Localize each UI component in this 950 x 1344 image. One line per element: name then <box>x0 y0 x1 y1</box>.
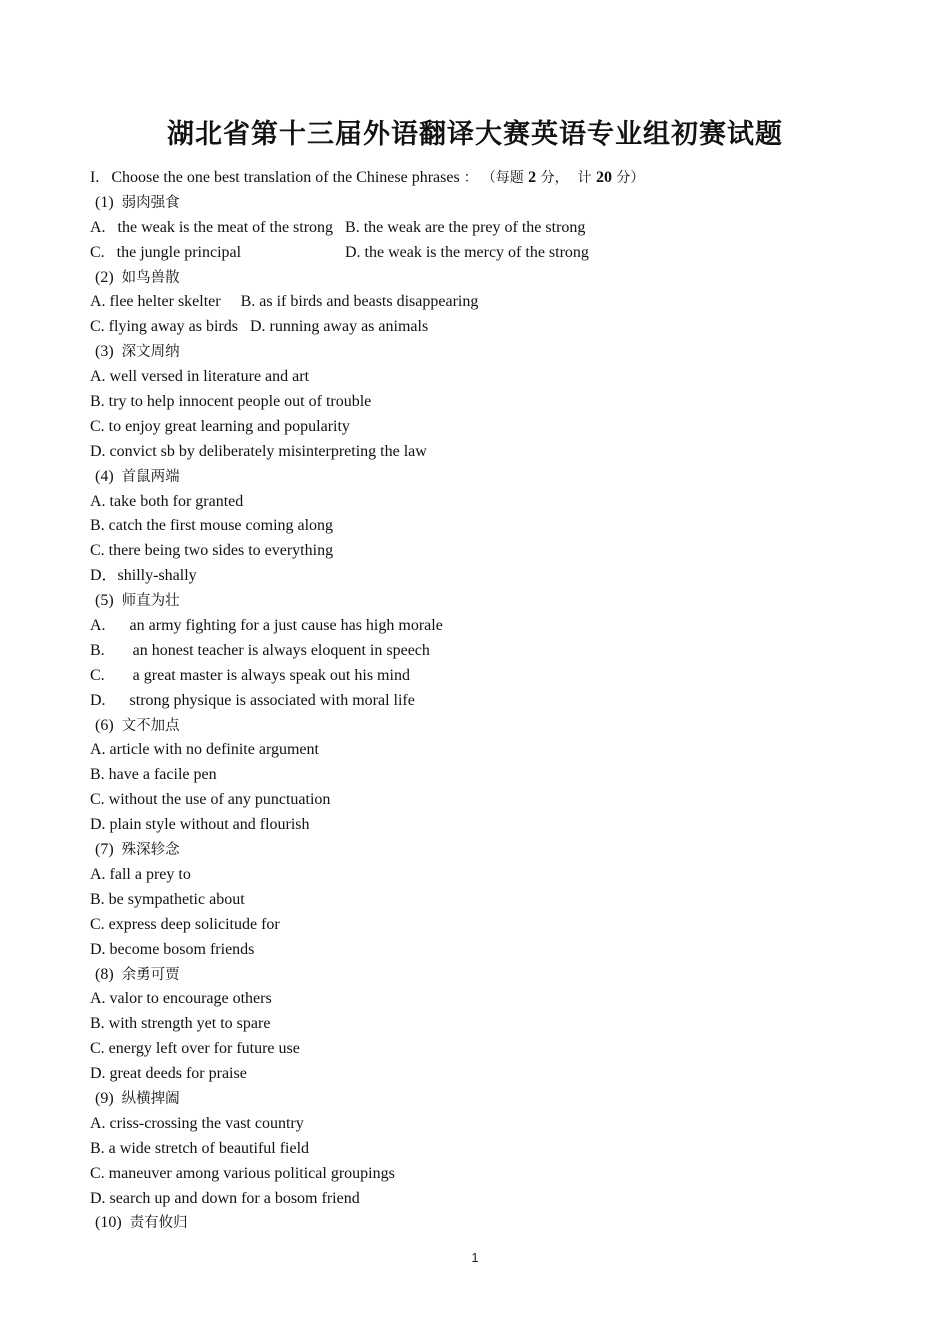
q1-option-c: C. the jungle principal <box>90 243 242 261</box>
q2-option-c: C. flying away as birds <box>90 318 238 336</box>
q9-option-b: B. a wide stretch of beautiful field <box>90 1139 310 1157</box>
question-phrase: 责有攸归 <box>129 1215 188 1232</box>
q2-options-cd <box>90 315 890 340</box>
question-5 <box>90 589 890 614</box>
q2-option-d: D. running away as animals <box>249 318 429 336</box>
question-2 <box>90 266 890 291</box>
question-number: (9) <box>95 1089 114 1107</box>
q9-option-c: C. maneuver among various political groupings <box>90 1164 395 1182</box>
question-1 <box>90 191 890 216</box>
q8-option-d: D. great deeds for praise <box>90 1065 247 1083</box>
question-number: (3) <box>95 343 114 361</box>
q1-options-cd <box>90 241 890 266</box>
question-phrase: 首鼠两端 <box>121 468 180 485</box>
q1-option-d: D. the weak is the mercy of the strong <box>345 243 589 261</box>
q3-option-d: D. convict sb by deliberately misinterpreting the law <box>90 442 427 460</box>
question-phrase: 文不加点 <box>121 717 180 734</box>
q2-option-b: B. as if birds and beasts disappearing <box>240 293 479 311</box>
q7-option-b: B. be sympathetic about <box>90 890 245 908</box>
page-title: 湖北省第十三届外语翻译大赛英语专业组初赛试题 <box>167 119 783 150</box>
section-instruction <box>90 166 890 191</box>
q1-option-b: B. the weak are the prey of the strong <box>345 218 586 236</box>
q5-option-d: D. strong physique is associated with moral life <box>90 691 415 709</box>
q7-option-c: C. express deep solicitude for <box>90 915 280 933</box>
q8-option-a: A. valor to encourage others <box>90 990 272 1008</box>
question-phrase: 师直为壮 <box>121 593 180 610</box>
instruction-mid: 分， 计 <box>536 170 596 186</box>
question-10 <box>90 1211 890 1236</box>
question-number: (8) <box>95 965 114 983</box>
q6-option-a: A. article with no definite argument <box>90 741 319 759</box>
question-phrase: 弱肉强食 <box>121 194 180 211</box>
q4-option-c: C. there being two sides to everything <box>90 542 334 560</box>
q5-option-b: B. an honest teacher is always eloquent in speech <box>90 641 430 659</box>
question-8 <box>90 963 890 988</box>
page-number: 1 <box>471 1250 479 1265</box>
q4-option-d: D．shilly-shally <box>90 567 197 585</box>
instruction-paren-open: （每题 <box>481 170 529 186</box>
question-number: (6) <box>95 716 114 734</box>
q4-option-a: A. take both for granted <box>90 492 244 510</box>
q6-option-d: D. plain style without and flourish <box>90 816 310 834</box>
q5-option-a: A. an army fighting for a just cause has high morale <box>90 617 443 635</box>
instruction-points-each: 2 <box>528 169 537 186</box>
q9-option-d: D. search up and down for a bosom friend <box>90 1189 360 1207</box>
q6-option-b: B. have a facile pen <box>90 766 217 784</box>
question-7 <box>90 838 890 863</box>
q2-options-ab <box>90 290 890 315</box>
question-number: (4) <box>95 467 114 485</box>
question-number: (5) <box>95 592 114 610</box>
q2-option-a: A. flee helter skelter <box>90 293 221 311</box>
question-phrase: 余勇可贾 <box>121 966 180 983</box>
q7-option-d: D. become bosom friends <box>90 940 255 958</box>
q3-option-a: A. well versed in literature and art <box>90 368 310 386</box>
question-9 <box>90 1087 890 1112</box>
q5-option-c: C. a great master is always speak out his mind <box>90 666 410 684</box>
instruction-colon: ： <box>463 170 478 186</box>
exam-content <box>90 166 890 1236</box>
q4-option-b: B. catch the first mouse coming along <box>90 517 334 535</box>
q3-option-c: C. to enjoy great learning and popularity <box>90 417 350 435</box>
question-4 <box>90 465 890 490</box>
q1-options-ab <box>90 216 890 241</box>
q8-option-c: C. energy left over for future use <box>90 1040 300 1058</box>
instruction-points-total: 20 <box>595 169 612 186</box>
q7-option-a: A. fall a prey to <box>90 865 191 883</box>
q8-option-b: B. with strength yet to spare <box>90 1015 271 1033</box>
q1-option-a: A. the weak is the meat of the strong <box>90 218 334 236</box>
question-phrase: 纵横捭阖 <box>121 1090 180 1107</box>
q3-option-b: B. try to help innocent people out of trouble <box>90 393 372 411</box>
question-3 <box>90 340 890 365</box>
instruction-label: I. Choose the one best translation of the Chinese phrases <box>90 169 464 186</box>
question-phrase: 深文周纳 <box>121 344 180 361</box>
question-phrase: 如鸟兽散 <box>121 269 180 286</box>
question-number: (10) <box>95 1214 122 1232</box>
question-number: (1) <box>95 193 114 211</box>
q9-option-a: A. criss-crossing the vast country <box>90 1114 304 1132</box>
question-number: (2) <box>95 268 114 286</box>
question-phrase: 殊深轸念 <box>121 842 180 859</box>
q6-option-c: C. without the use of any punctuation <box>90 791 331 809</box>
instruction-paren-close: 分） <box>611 170 645 186</box>
question-6 <box>90 714 890 739</box>
question-number: (7) <box>95 841 114 859</box>
